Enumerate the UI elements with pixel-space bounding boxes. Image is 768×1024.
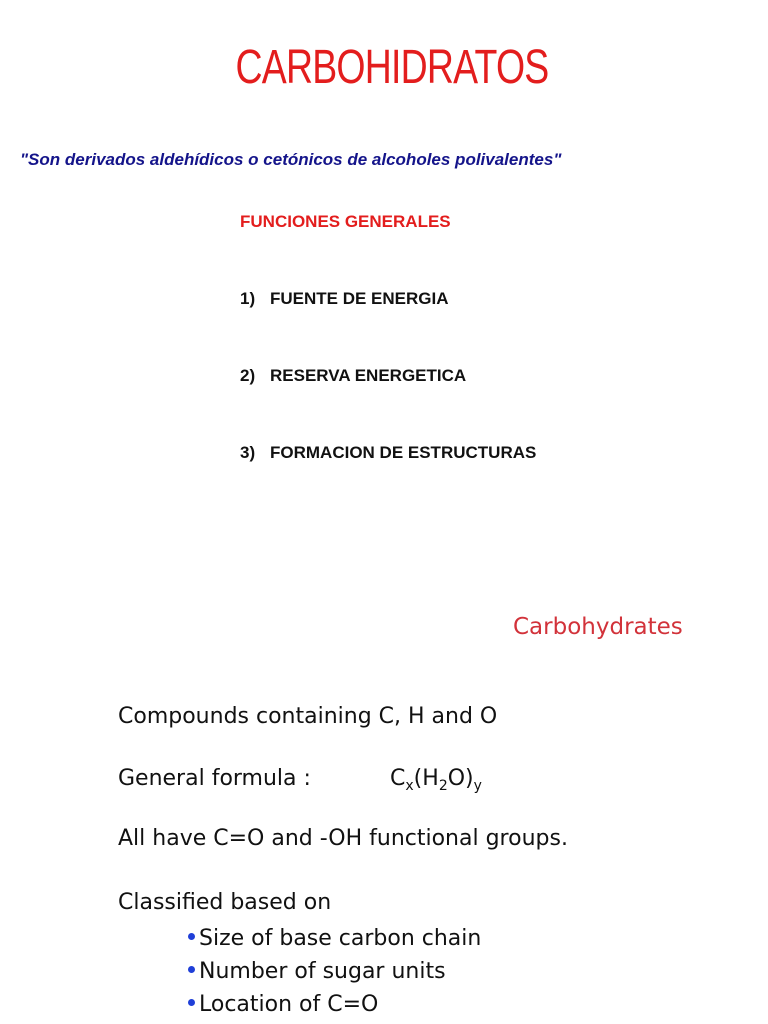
classification-list <box>188 922 481 1021</box>
general-formula <box>390 764 482 801</box>
formula-sub-x: x <box>405 778 414 794</box>
general-formula-label: General formula : <box>118 766 311 791</box>
compounds-line: Compounds containing C, H and O <box>118 704 498 729</box>
function-item-energy-reserve <box>240 364 466 388</box>
function-item-label: RESERVA ENERGETICA <box>270 366 467 385</box>
list-item-text: Size of base carbon chain <box>199 926 482 951</box>
carbohydrates-slide <box>0 592 768 1024</box>
list-item-text: Number of sugar units <box>199 959 446 984</box>
slide-title: Carbohydrates <box>513 614 683 640</box>
formula-c: C <box>390 766 406 791</box>
formula-sub-y: y <box>473 778 482 794</box>
page-title: CARBOHIDRATOS <box>235 41 549 94</box>
function-item-label: FORMACION DE ESTRUCTURAS <box>270 443 537 462</box>
formula-close: O) <box>447 766 474 791</box>
bullet-dot-icon <box>188 999 195 1006</box>
list-item <box>188 922 481 955</box>
list-item <box>188 955 481 988</box>
definition-text: "Son derivados aldehídicos o cetónicos de alcoholes polivalentes" <box>20 150 562 169</box>
bullet-dot-icon <box>188 933 195 940</box>
list-item-text: Location of C=O <box>199 992 379 1017</box>
list-item <box>188 988 481 1021</box>
function-item-number: 2) <box>240 366 256 385</box>
function-item-number: 1) <box>240 289 256 308</box>
function-item-energy-source <box>240 287 449 311</box>
functional-groups-line: All have C=O and -OH functional groups. <box>118 826 568 851</box>
function-item-structure-formation <box>240 441 536 465</box>
function-item-label: FUENTE DE ENERGIA <box>270 289 449 308</box>
bullet-dot-icon <box>188 966 195 973</box>
function-item-number: 3) <box>240 443 256 462</box>
classified-line: Classified based on <box>118 890 332 915</box>
functions-heading: FUNCIONES GENERALES <box>240 212 451 231</box>
formula-open: (H <box>413 766 439 791</box>
formula-sub-2: 2 <box>438 778 448 794</box>
